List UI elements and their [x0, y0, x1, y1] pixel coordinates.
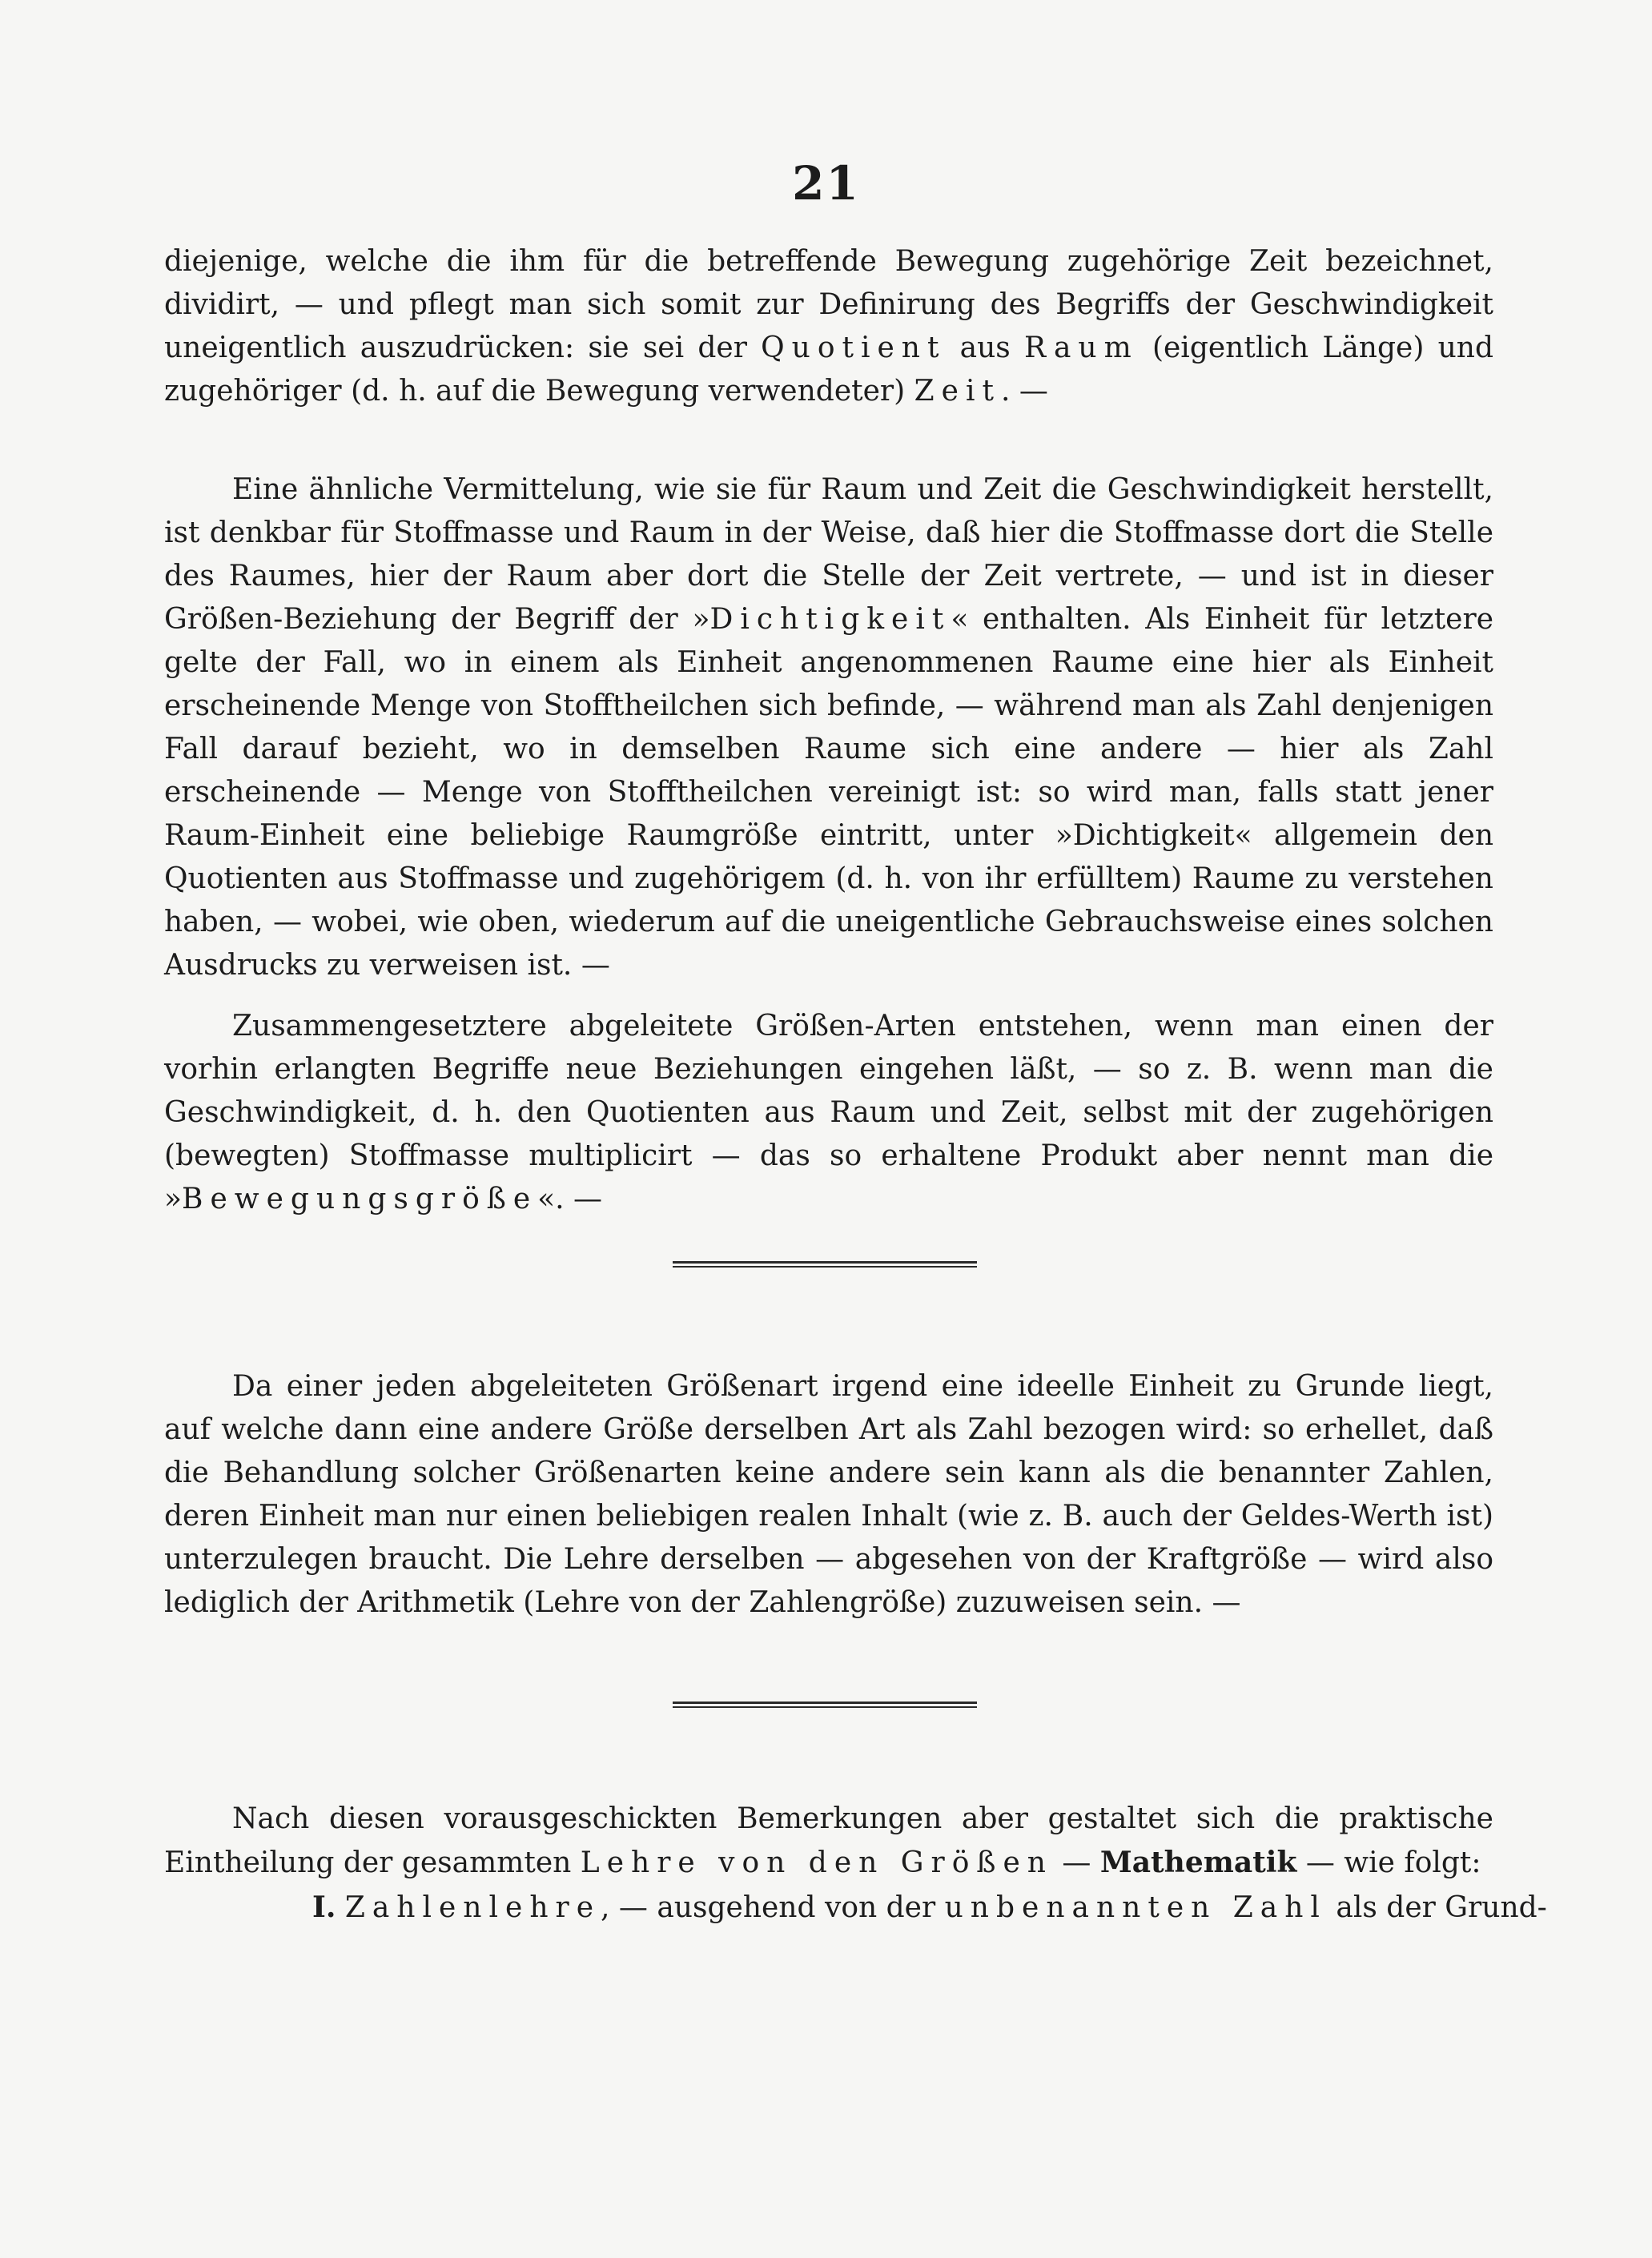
- paragraph-derived-quantities-text: Da einer jeden abgeleiteten Größenart irgend eine ideelle Einheit zu Grunde liegt, auf welche dann eine andere Größe derselben Art als Zahl bezogen wird: so erhellet, daß die Behandlung solcher Größenarten keine andere sein kann als die benannter Zahlen, deren Einheit man nur einen beliebigen realen Inhalt (wie z. B. auch der Geldes-Werth ist) unterzulegen braucht. Die Lehre derselben — abgesehen von der Kraftgröße — wird also lediglich der Arithmetik (Lehre von der Zahlengröße) zuzuweisen sein. —: [164, 1370, 1493, 1619]
- term-zeit: Zeit: [914, 375, 1001, 408]
- term-zahlenlehre: Zahlenlehre: [344, 1891, 601, 1924]
- paragraph-derived-quantities: [164, 1365, 1493, 1625]
- list-item-number: I.: [312, 1890, 336, 1924]
- list-item-zahlenlehre: I. Zahlenlehre, — ausgehend von der unbenannten Zahl als der Grund-: [312, 1890, 1547, 1924]
- paragraph-division-text: Nach diesen vorausgeschickten Bemerkungen aber gestaltet sich die praktische Eintheilung der gesammten: [164, 1802, 1493, 1879]
- page-number: 21: [792, 156, 860, 211]
- term-dichtigkeit: Dichtigkeit: [709, 603, 951, 636]
- paragraph-velocity-text: diejenige, welche die ihm für die betreffende Bewegung zugehörige Zeit bezeichnet, dividirt, — und pflegt man sich somit zur Definirung des Begriffs der Geschwindigkeit uneigentlich auszudrücken: sie sei der: [164, 245, 1493, 364]
- term-raum: Raum: [1024, 331, 1139, 364]
- section-divider: [673, 1702, 977, 1710]
- term-quotient: Quotient: [761, 331, 947, 364]
- paragraph-density-text: Eine ähnliche Vermittelung, wie sie für Raum und Zeit die Geschwindigkeit herstellt, ist denkbar für Stoffmasse und Raum in der Weise, daß hier die Stoffmasse dort die Stelle des Raumes, hier der Raum aber dort die Stelle der Zeit vertrete, — und ist in dieser Größen-Beziehung der Begriff der »: [164, 473, 1493, 636]
- term-mathematik: Mathematik: [1099, 1846, 1297, 1879]
- paragraph-velocity: diejenige, welche die ihm für die betreffende Bewegung zugehörige Zeit bezeichnet, dividirt, — und pflegt man sich somit zur Definirung des Begriffs der Geschwindigkeit uneigentlich auszudrücken: sie sei der Quotient aus Raum (eigentlich Länge) und zugehöriger (d. h. auf die Bewegung verwendeter) Zeit. —: [164, 245, 1493, 408]
- paragraph-momentum: Zusammengesetztere abgeleitete Größen-Arten entstehen, wenn man einen der vorhin erlangten Begriffe neue Beziehungen eingehen läßt, — so z. B. wenn man die Geschwindigkeit, d. h. den Quotienten aus Raum und Zeit, selbst mit der zugehörigen (bewegten) Stoffmasse multiplicirt — das so erhaltene Produkt aber nennt man die »Bewegungsgröße«. —: [164, 1010, 1493, 1215]
- term-lehre-von-den-groessen: Lehre von den Größen: [580, 1846, 1053, 1879]
- term-unbenannte-zahl: unbenannten Zahl: [944, 1891, 1327, 1924]
- paragraph-division: Nach diesen vorausgeschickten Bemerkungen aber gestaltet sich die praktische Eintheilung der gesammten Lehre von den Größen — Mathematik — wie folgt:: [164, 1802, 1493, 1879]
- term-bewegungsgroesse: Bewegungsgröße: [182, 1183, 538, 1215]
- paragraph-density: Eine ähnliche Vermittelung, wie sie für Raum und Zeit die Geschwindigkeit herstellt, ist denkbar für Stoffmasse und Raum in der Weise, daß hier die Stoffmasse dort die Stelle des Raumes, hier der Raum aber dort die Stelle der Zeit vertrete, — und ist in dieser Größen-Beziehung der Begriff der »Dichtigkeit« enthalten. Als Einheit für letztere gelte der Fall, wo in einem als Einheit angenommenen Raume eine hier als Einheit erscheinende Menge von Stofftheilchen sich befinde, — während man als Zahl denjenigen Fall darauf bezieht, wo in demselben Raume sich eine andere — hier als Zahl erscheinende — Menge von Stofftheilchen vereinigt ist: so wird man, falls statt jener Raum-Einheit eine beliebige Raumgröße eintritt, unter »Dichtigkeit« allgemein den Quotienten aus Stoffmasse und zugehörigem (d. h. von ihr erfülltem) Raume zu verstehen haben, — wobei, wie oben, wiederum auf die uneigentliche Gebrauchsweise eines solchen Ausdrucks zu verweisen ist. —: [164, 473, 1494, 982]
- section-divider: [673, 1261, 977, 1269]
- paragraph-momentum-text: Zusammengesetztere abgeleitete Größen-Arten entstehen, wenn man einen der vorhin erlangten Begriffe neue Beziehungen eingehen läßt, — so z. B. wenn man die Geschwindigkeit, d. h. den Quotienten aus Raum und Zeit, selbst mit der zugehörigen (bewegten) Stoffmasse multiplicirt — das so erhaltene Produkt aber nennt man die »: [164, 1010, 1493, 1215]
